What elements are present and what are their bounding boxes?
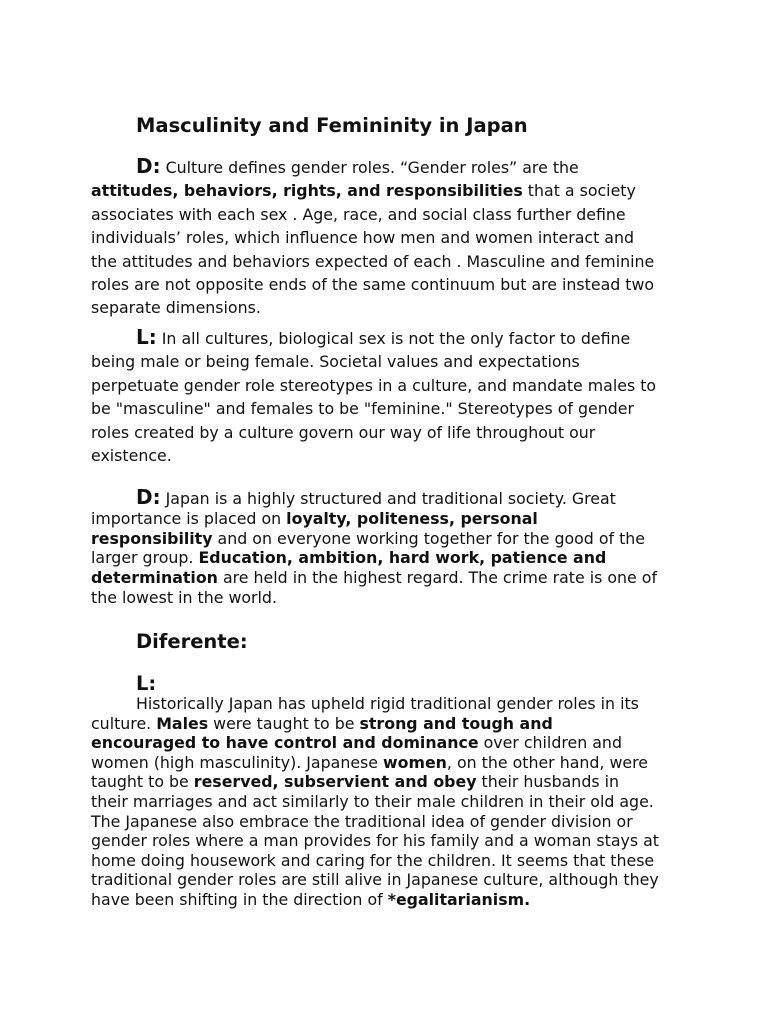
document-title: Masculinity and Femininity in Japan [136,114,528,137]
section-heading-l: L: [136,672,157,695]
paragraph-literature-1: L: In all cultures, biological sex is not the only factor to define being male or being female. Societal values and expectations perpetuate gender role stereotypes in a culture, and mandate males to be "masculine" and females to be "feminine." Stereotypes of gender roles created by a culture govern our way of life throughout our existence. [91,325,657,466]
paragraph-label: L: [136,325,157,349]
paragraph-definition-1: D: Culture defines gender roles. “Gender roles” are the attitudes, behaviors, rights, and responsibilities that a society associates with each sex . Age, race, and social class further define individuals’ roles, which influence how men and women interact and the attitudes and behaviors expected of each . Masculine and feminine roles are not opposite ends of the same continuum but are instead two separate dimensions. [91,154,655,318]
paragraph-definition-2: D: Japan is a highly structured and traditional society. Great importance is placed on loyalty, politeness, personal responsibility and on everyone working together for the good of the larger group. Education, ambition, hard work, patience and determination are held in the highest regard. The crime rate is one of the lowest in the world. [91,485,658,607]
section-heading-diferente: Diferente: [136,630,248,653]
paragraph-literature-2: Historically Japan has upheld rigid traditional gender roles in its culture. Males were taught to be strong and tough and encouraged to have control and dominance over children and women (high masculinity). Japanese women, on the other hand, were taught to be reserved, subservient and obey their husbands in their marriages and act similarly to their male children in their old age. The Japanese also embrace the traditional idea of gender division or gender roles where a man provides for his family and a woman stays at home doing housework and caring for the children. It seems that these traditional gender roles are still alive in Japanese culture, although they have been shifting in the direction of *egalitarianism. [91,694,659,909]
paragraph-label: D: [136,154,161,178]
paragraph-label: D: [136,485,161,509]
